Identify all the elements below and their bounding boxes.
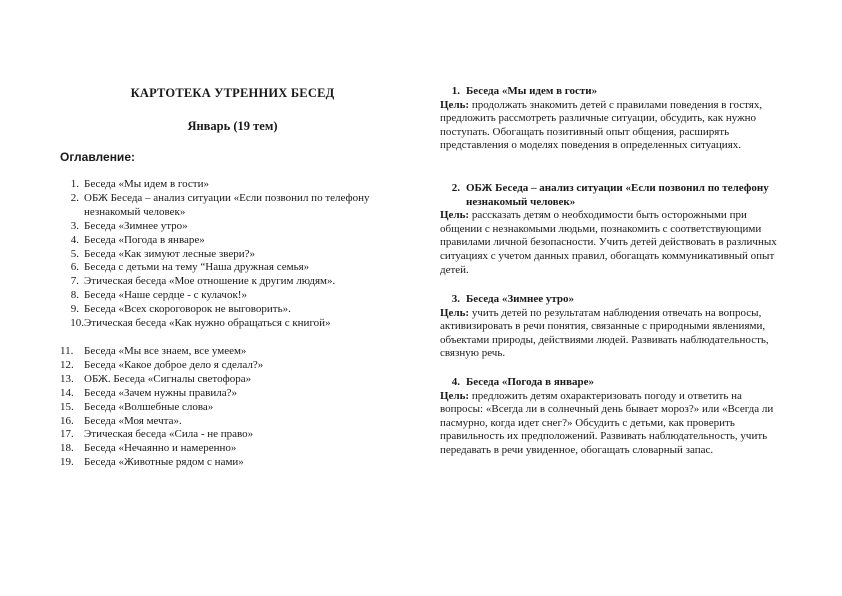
toc-item-number: 8. [70,289,79,302]
toc-item-text: Беседа «Волшебные слова» [84,400,214,413]
topic-number: 2. [451,182,460,194]
toc-item-text: Этическая беседа «Мое отношение к другим людям». [84,275,336,288]
month-subtitle: Январь (19 тем) [187,119,278,133]
topic-heading [440,293,785,307]
toc-item [60,345,370,359]
toc-item-number: 17. [60,428,74,441]
toc-list-part-1 [60,178,370,331]
toc-heading: Оглавление: [60,150,135,164]
toc-item-text: Беседа «Зимнее утро» [84,219,188,232]
toc-item-number: 3. [70,219,79,232]
toc-item-text: ОБЖ. Беседа «Сигналы светофора» [84,372,252,385]
goal-text: учить детей по результатам наблюдения отвечать на вопросы, активизировать в речи понятия, связанные с природными явлениями, объектами природы, действиями людей. Развивать наблюдательность, связную речь. [440,306,769,360]
goal-label: Цель: [440,209,470,222]
topic-section [440,85,785,153]
toc-item [60,261,370,275]
toc-item-number: 5. [70,247,79,260]
toc-item-text: Беседа «Наше сердце - с кулачок!» [84,289,247,302]
topic-goal [440,209,785,277]
toc-item-text: Этическая беседа «Сила - не право» [84,428,254,441]
topic-title: Беседа «Зимнее утро» [466,293,575,305]
toc-item-number: 2. [70,191,79,204]
toc-item [60,220,370,234]
topic-number: 1. [451,85,460,97]
toc-item-number: 10. [70,317,84,330]
toc-item-number: 19. [60,456,74,469]
toc-item-text: Беседа «Мы все знаем, все умеем» [84,345,247,357]
toc-list-part-2 [60,345,370,470]
topic-section [440,182,785,277]
toc-item [60,289,370,303]
topic-title: Беседа «Мы идем в гости» [466,85,598,97]
topic-goal [440,307,785,361]
toc-item-text: Беседа с детьми на тему “Наша дружная семья» [84,261,310,274]
toc-item-number: 13. [60,372,74,385]
goal-text: предложить детям охарактеризовать погоду и ответить на вопросы: «Всегда ли в солнечный день бывает мороз?» или «Всегда ли пасмурно, когда идет снег?» Обсудить с детьми, как проверить правильность их предположений. Развивать наблюдательность, учить передавать в речи увиденное, обогащать словарный запас. [440,389,774,456]
toc-item-text: Беседа «Погода в январе» [84,233,205,246]
toc-item [60,359,370,373]
toc-item-number: 4. [70,233,79,246]
toc-item-number: 15. [60,400,74,413]
topic-section [440,293,785,361]
goal-label: Цель: [440,306,470,319]
toc-item-number: 12. [60,358,74,371]
toc-item [60,373,370,387]
toc-item [60,428,370,442]
toc-item-text: Беседа «Мы идем в гости» [84,178,209,190]
topic-number: 4. [451,376,460,388]
toc-item-number: 14. [60,386,74,399]
toc-item [60,192,370,220]
toc-item-text: Беседа «Какое доброе дело я сделал?» [84,358,264,371]
toc-item-text: Беседа «Как зимуют лесные звери?» [84,247,256,260]
toc-item-number: 18. [60,442,74,455]
topic-heading [440,376,785,390]
goal-label: Цель: [440,389,470,402]
toc-item-text: Беседа «Нечаянно и намеренно» [84,442,237,455]
topic-goal [440,390,785,458]
toc-item [60,456,370,470]
goal-label: Цель: [440,98,470,111]
toc-item-number: 9. [70,303,79,316]
toc-item [60,387,370,401]
topic-title: Беседа «Погода в январе» [466,376,595,388]
toc-item [60,303,370,317]
toc-item-text: Этическая беседа «Как нужно обращаться с книгой» [84,317,331,330]
topic-title: ОБЖ Беседа – анализ ситуации «Если позвонил по телефону незнакомый человек» [466,182,769,208]
toc-item-number: 11. [60,345,74,357]
toc-item-number: 1. [70,178,79,190]
toc-item [60,275,370,289]
toc-item-text: Беседа «Всех скороговорок не выговорить». [84,303,291,316]
toc-item [60,442,370,456]
toc-item-text: ОБЖ Беседа – анализ ситуации «Если позвонил по телефону незнакомый человек» [84,191,370,218]
toc-item [60,248,370,262]
toc-item-text: Беседа «Животные рядом с нами» [84,456,244,469]
toc-item-text: Беседа «Моя мечта». [84,414,182,427]
toc-item [60,415,370,429]
goal-text: продолжать знакомить детей с правилами поведения в гостях, предложить рассмотреть различные ситуации, обсудить, как нужно поступать. Обогащать позитивный опыт общения, расширять представления о моделях поведения в определенных ситуациях. [440,98,763,152]
topic-goal [440,99,785,153]
toc-item [60,234,370,248]
topic-heading [440,182,785,209]
document-title: КАРТОТЕКА УТРЕННИХ БЕСЕД [130,86,335,100]
toc-item [60,178,370,192]
toc-item [60,317,370,331]
toc-item-text: Беседа «Зачем нужны правила?» [84,386,238,399]
toc-item-number: 6. [70,261,79,274]
topic-heading [440,85,785,99]
toc-item-number: 16. [60,414,74,427]
goal-text: рассказать детям о необходимости быть осторожными при общении с незнакомыми людьми, познакомить с соответствующими правилами личной безопасности. Учить детей действовать в различных ситуациях с учетом данных правил, обогащать коммуникативный опыт детей. [440,209,777,276]
toc-item-number: 7. [70,275,79,288]
topic-number: 3. [451,293,460,305]
toc-item [60,401,370,415]
topic-section [440,376,785,458]
